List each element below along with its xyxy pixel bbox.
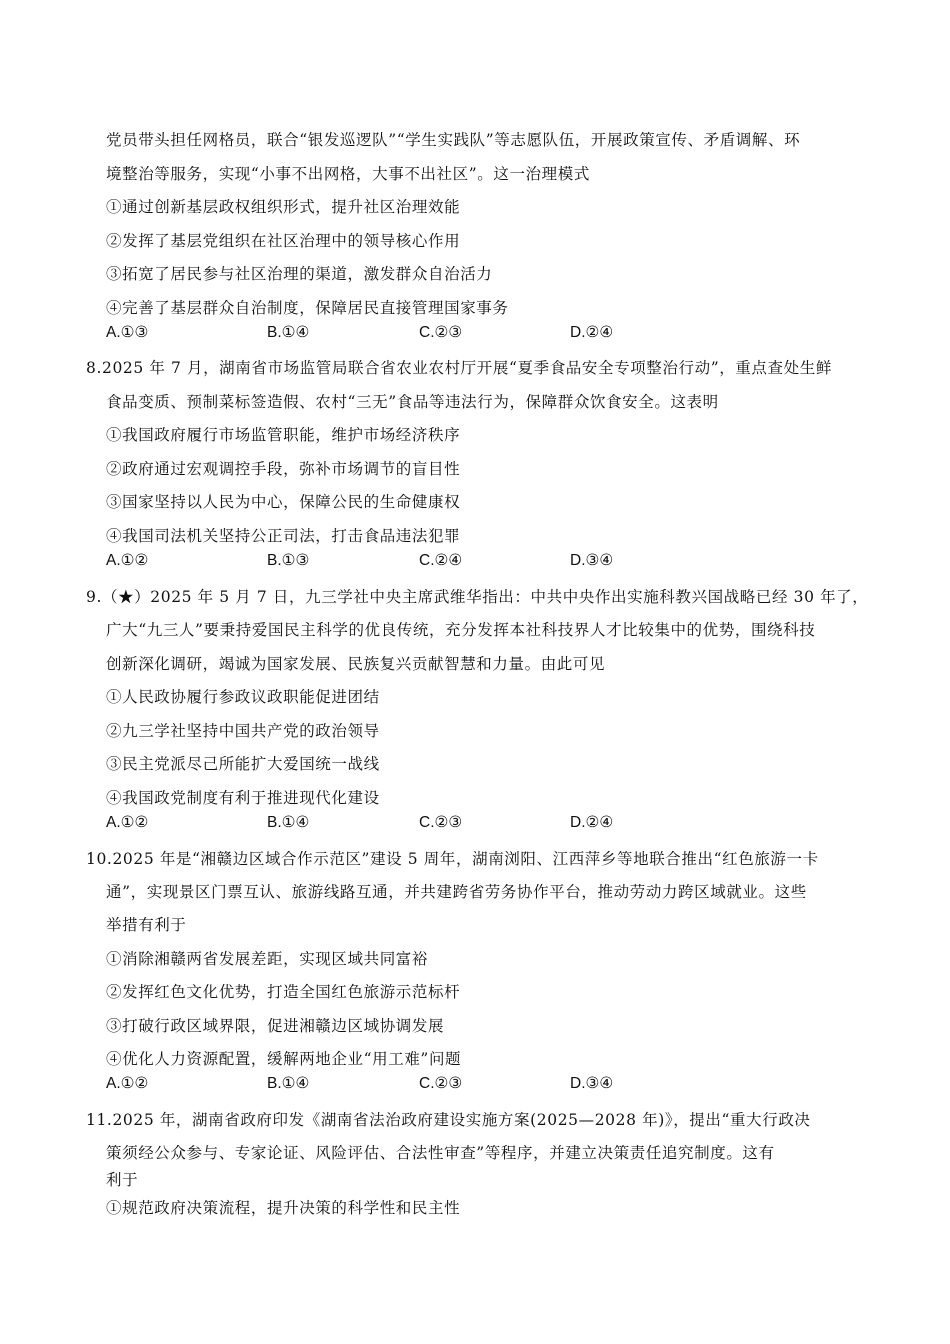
statement-item: ④完善了基层群众自治制度，保障居民直接管理国家事务	[106, 299, 509, 317]
statement-item: ①通过创新基层政权组织形式，提升社区治理效能	[106, 198, 461, 216]
statement-item: ①人民政协履行参政议政职能促进团结	[106, 688, 380, 706]
answer-option-c: C.②④	[419, 552, 463, 569]
question-stem-line: 8.2025 年 7 月，湖南省市场监管局联合省农业农村厅开展“夏季食品安全专项整治行动”，重点查处生鲜	[86, 359, 832, 377]
answer-option-d: D.③④	[570, 1075, 614, 1092]
answer-option-c: C.②③	[419, 1075, 463, 1092]
question-stem-line: 境整治等服务，实现“小事不出网格，大事不出社区”。这一治理模式	[106, 165, 590, 183]
statement-item: ①我国政府履行市场监管职能，维护市场经济秩序	[106, 426, 461, 444]
answer-option-d: D.③④	[570, 552, 614, 569]
question-stem-line: 10.2025 年是“湘赣边区域合作示范区”建设 5 周年，湖南浏阳、江西萍乡等地联合推出“红色旅游一卡	[86, 850, 819, 868]
question-stem-line: 11.2025 年，湖南省政府印发《湖南省法治政府建设实施方案(2025—2028 年)》，提出“重大行政决	[86, 1111, 811, 1129]
question-stem-line: 广大“九三人”要秉持爱国民主科学的优良传统，充分发挥本社科技界人才比较集中的优势，围绕科技	[106, 621, 816, 639]
statement-item: ④我国司法机关坚持公正司法，打击食品违法犯罪	[106, 527, 461, 545]
statement-item: ②政府通过宏观调控手段，弥补市场调节的盲目性	[106, 460, 461, 478]
statement-item: ④我国政党制度有利于推进现代化建设	[106, 789, 380, 807]
answer-option-a: A.①②	[106, 814, 149, 831]
question-stem-line: 利于	[106, 1171, 139, 1189]
question-stem-line: 党员带头担任网格员，联合“银发巡逻队”“学生实践队”等志愿队伍，开展政策宣传、矛盾调解、环	[106, 131, 801, 149]
statement-item: ③拓宽了居民参与社区治理的渠道，激发群众自治活力	[106, 265, 493, 283]
answer-option-d: D.②④	[570, 814, 614, 831]
question-stem-line: 创新深化调研，竭诚为国家发展、民族复兴贡献智慧和力量。由此可见	[106, 655, 606, 673]
statement-item: ③国家坚持以人民为中心，保障公民的生命健康权	[106, 493, 461, 511]
statement-item: ②九三学社坚持中国共产党的政治领导	[106, 722, 380, 740]
statement-item: ②发挥了基层党组织在社区治理中的领导核心作用	[106, 232, 461, 250]
answer-option-a: A.①②	[106, 1075, 149, 1092]
answer-option-c: C.②③	[419, 814, 463, 831]
answer-option-a: A.①③	[106, 324, 149, 341]
statement-item: ③打破行政区域界限，促进湘赣边区域协调发展	[106, 1017, 445, 1035]
answer-option-a: A.①②	[106, 552, 149, 569]
answer-option-b: B.①③	[267, 552, 310, 569]
question-stem-line: 9.（★）2025 年 5 月 7 日，九三学社中央主席武维华指出：中共中央作出实施科教兴国战略已经 30 年了，	[86, 588, 869, 606]
statement-item: ①规范政府决策流程，提升决策的科学性和民主性	[106, 1199, 461, 1217]
answer-option-b: B.①④	[267, 814, 310, 831]
answer-option-b: B.①④	[267, 1075, 310, 1092]
answer-option-d: D.②④	[570, 324, 614, 341]
answer-option-b: B.①④	[267, 324, 310, 341]
statement-item: ①消除湘赣两省发展差距，实现区域共同富裕	[106, 950, 429, 968]
question-stem-line: 通”，实现景区门票互认、旅游线路互通，并共建跨省劳务协作平台，推动劳动力跨区域就业。这些	[106, 883, 807, 901]
statement-item: ②发挥红色文化优势，打造全国红色旅游示范标杆	[106, 983, 461, 1001]
question-stem-line: 食品变质、预制菜标签造假、农村“三无”食品等违法行为，保障群众饮食安全。这表明	[106, 393, 719, 411]
statement-item: ④优化人力资源配置，缓解两地企业“用工难”问题	[106, 1050, 462, 1068]
answer-option-c: C.②③	[419, 324, 463, 341]
question-stem-line: 举措有利于	[106, 916, 187, 934]
statement-item: ③民主党派尽己所能扩大爱国统一战线	[106, 755, 380, 773]
question-stem-line: 策须经公众参与、专家论证、风险评估、合法性审查”等程序，并建立决策责任追究制度。这有	[106, 1144, 775, 1162]
